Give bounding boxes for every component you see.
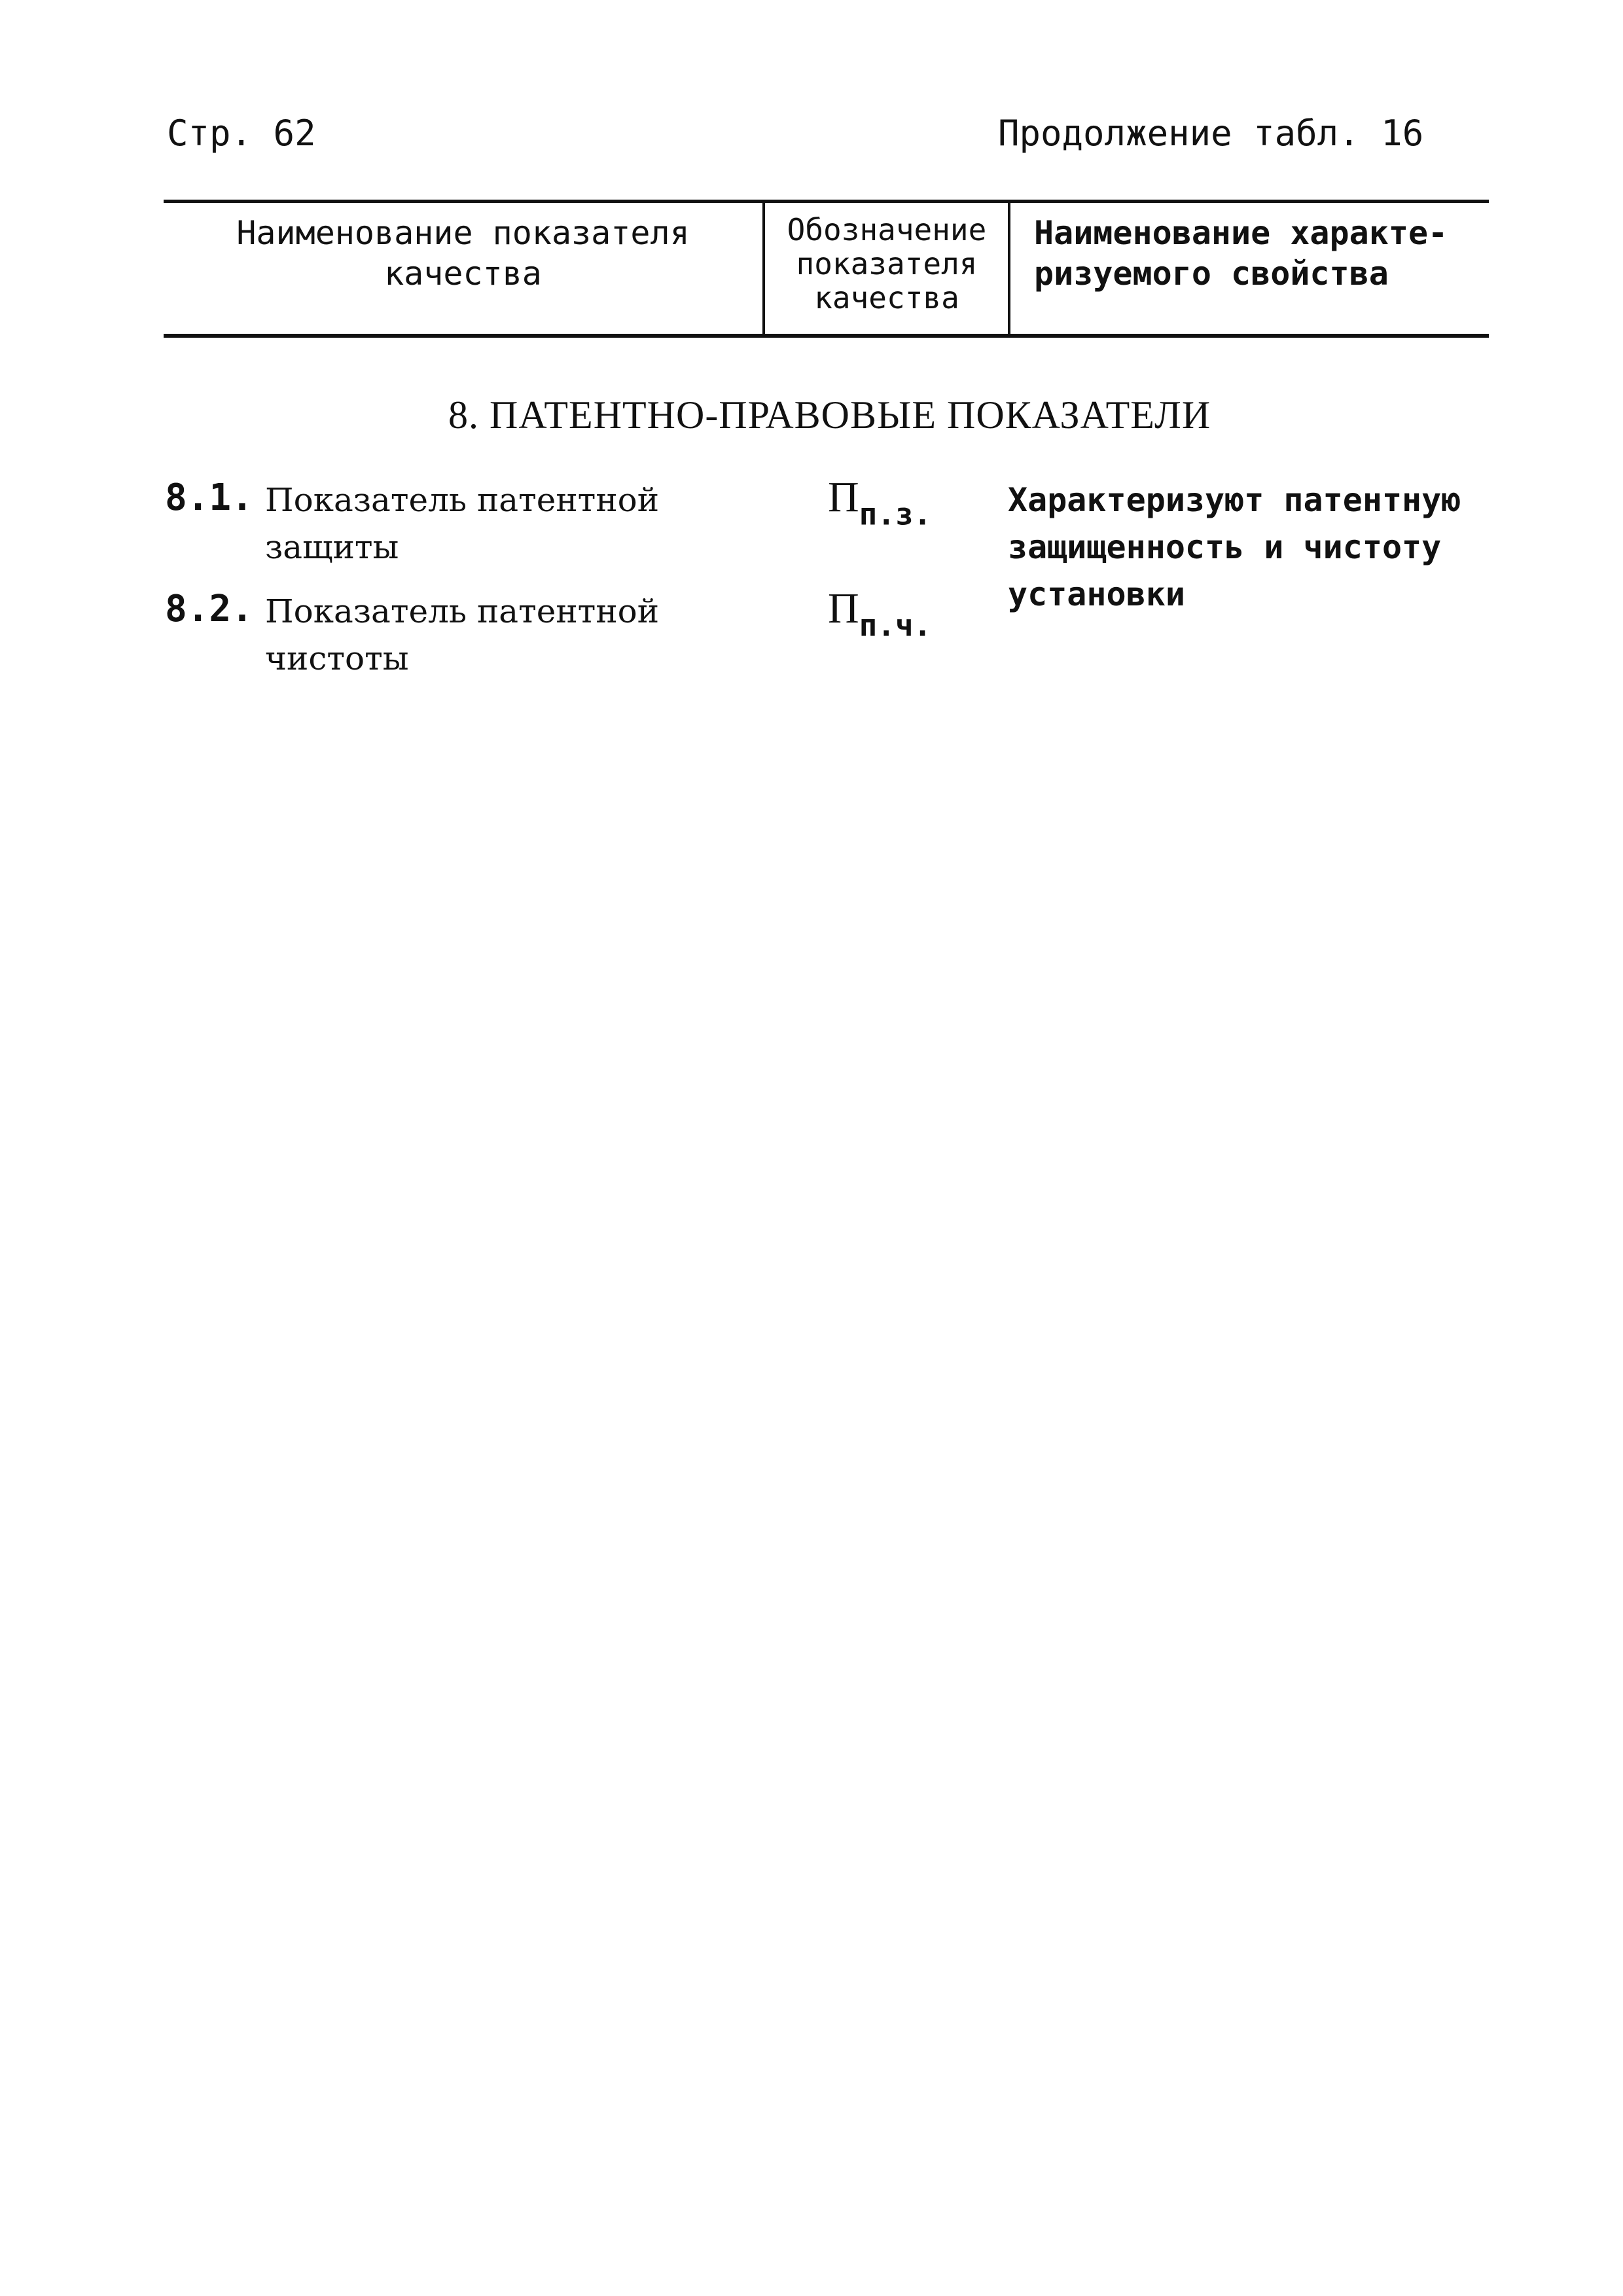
column-header-name-line1: Наименование показателя [236,214,690,252]
column-header-property-line2: ризуемого свойства [1034,255,1389,293]
column-separator-2 [1008,203,1010,334]
column-header-property [1034,213,1489,294]
column-header-name-line2: качества [384,255,542,293]
section-title: 8. ПАТЕНТНО-ПРАВОВЫЕ ПОКАЗАТЕЛИ [448,393,1211,437]
row-indicator-name-line1: Показатель патентной [265,592,660,630]
column-header-symbol-line3: качества [814,280,959,315]
column-header-symbol [766,213,1008,315]
page-number: Стр. 62 [167,113,316,154]
table-header-bottom-rule [164,334,1489,338]
column-header-property-line1: Наименование характе- [1034,214,1448,252]
table-continuation-label: Продолжение табл. 16 [998,113,1424,154]
row-indicator-symbol [828,584,931,643]
row-number: 8.2. [165,588,253,630]
row-indicator-symbol [828,473,931,532]
column-header-symbol-line2: показателя [796,246,978,281]
symbol-subscript: п.ч. [859,607,932,643]
column-header-symbol-line1: Обозначение [787,212,987,247]
property-description-line3: установки [1008,575,1185,613]
property-description-line1: Характеризуют патентную [1008,481,1461,519]
table-top-rule [164,200,1489,203]
row-indicator-name-line2: защиты [265,528,399,566]
row-number: 8.1. [165,476,253,519]
row-indicator-name-line1: Показатель патентной [265,481,660,519]
row-indicator-name [265,476,659,571]
property-description-line2: защищенность и чистоту [1008,528,1442,566]
column-header-name [164,213,762,294]
row-indicator-name-line2: чистоты [265,639,409,677]
symbol-main: П [828,584,859,632]
symbol-main: П [828,473,859,521]
row-indicator-name [265,588,659,682]
column-separator-1 [762,203,765,334]
property-description [1008,476,1461,618]
symbol-subscript: п.з. [859,496,932,532]
